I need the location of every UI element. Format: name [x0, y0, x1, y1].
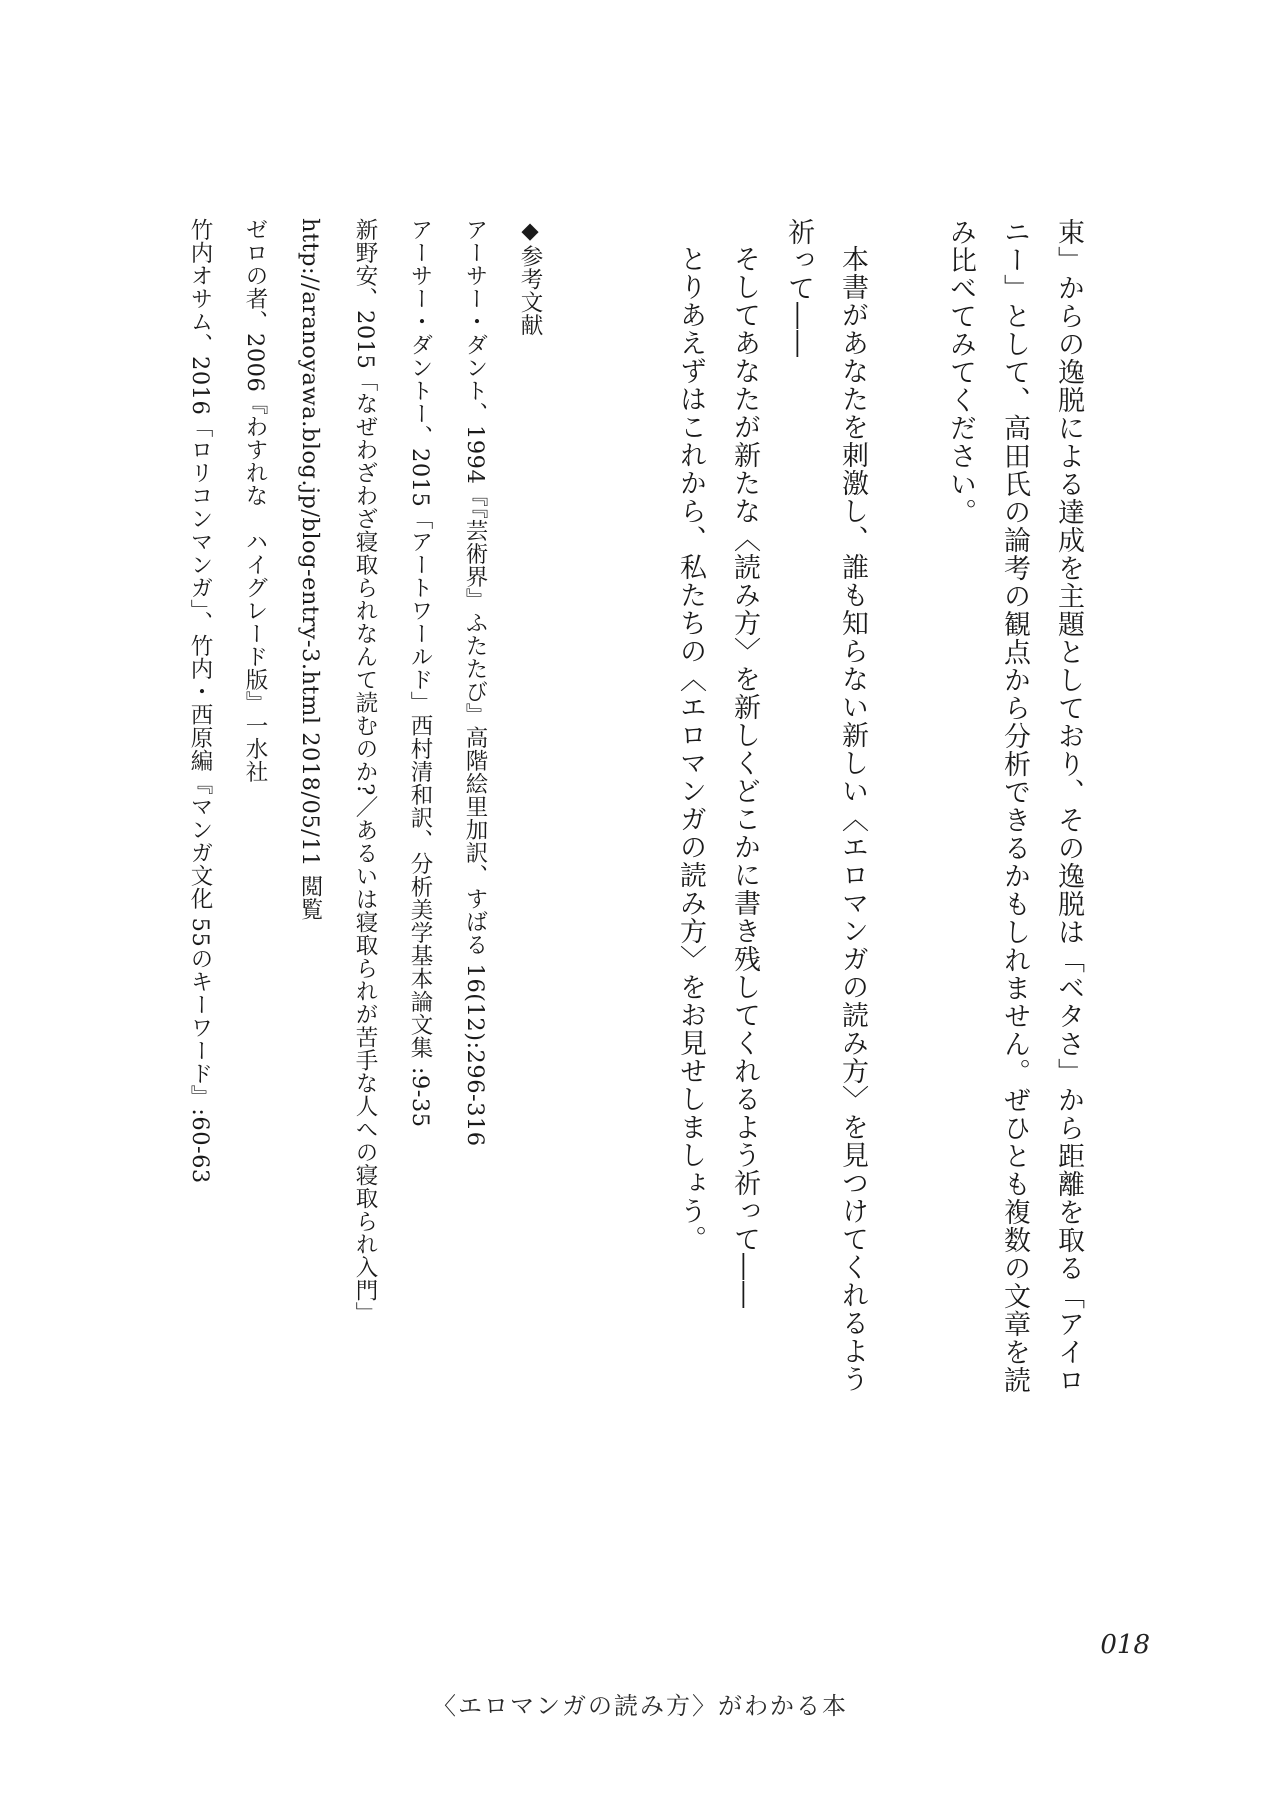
body-paragraph: 束」からの逸脱による達成を主題としており、その逸脱は「ベタさ」から距離を取る「アイロニー」として、高田氏の論考の観点から分析できるかもしれません。ぜひとも複数の文章を読み比べてみてください。	[945, 218, 1084, 1394]
reference-item: アーサー・ダントー、2015「アートワールド」西村清和訳、分析美学基本論文集 :9-35	[407, 218, 433, 1128]
reference-item: アーサー・ダント、1994『『芸術界』ふたたび』高階絵里加訳、すばる 16(12):296-316	[462, 218, 488, 1147]
page-number: 018	[1100, 1630, 1150, 1660]
body-paragraph: とりあえずはこれから、私たちの〈エロマンガの読み方〉をお見せしましょう。	[675, 245, 706, 1253]
references-section	[172, 218, 557, 1478]
running-title: 〈エロマンガの読み方〉がわかる本	[432, 1692, 848, 1720]
reference-url: http://aranoyawa.blog.jp/blog-entry-3.html 2018/05/11 閲覧	[297, 218, 323, 921]
body-paragraph: そしてあなたが新たな〈読み方〉を新しくどこかに書き残してくれるよう祈って――	[729, 245, 760, 1309]
reference-item: ゼロの者、2006『わすれな ハイグレード版』一水社	[242, 218, 268, 784]
references-heading: ◆参考文献	[517, 218, 543, 337]
body-text	[663, 218, 1095, 1418]
reference-item: 竹内オサム、2016「ロリコンマンガ」、竹内・西原編『マンガ文化 55のキーワード』:60-63	[187, 218, 213, 1184]
body-paragraph: 本書があなたを刺激し、誰も知らない新しい〈エロマンガの読み方〉を見つけてくれるよう祈って――	[783, 218, 868, 1393]
reference-item: 新野安、2015「なぜわざわざ寝取られなんて読むのか?／あるいは寝取られが苦手な人への寝取られ入門」	[352, 218, 378, 1325]
